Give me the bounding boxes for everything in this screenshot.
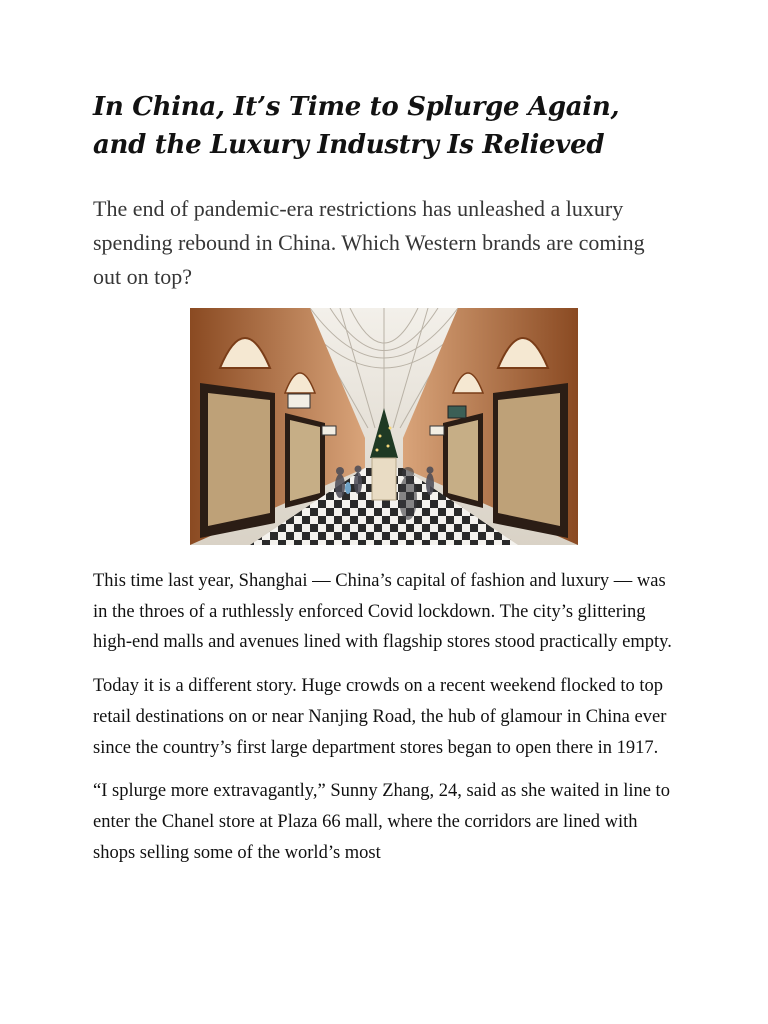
article-headline: In China, It’s Time to Splurge Again, and the Luxury Industry Is Relieved — [93, 92, 620, 160]
article-summary: The end of pandemic-era restrictions has unleashed a luxury spending rebound in China. Which Western brands are coming out on top? — [93, 196, 645, 289]
article-body — [93, 566, 768, 868]
article-paragraph: This time last year, Shanghai — China’s capital of fashion and luxury — was in the throes of a ruthlessly enforced Covid lockdown. The city’s glittering high-end malls and avenues lined with flagship stores stood practically empty. — [93, 571, 672, 653]
article-photo — [190, 308, 578, 545]
article-paragraph: Today it is a different story. Huge crowds on a recent weekend flocked to top retail destinations on or near Nanjing Road, the hub of glamour in China ever since the country’s first large department stores began to open there in 1917. — [93, 676, 667, 758]
shopping-arcade-illustration — [190, 308, 578, 545]
article-paragraph: “I splurge more extravagantly,” Sunny Zhang, 24, said as she waited in line to enter the Chanel store at Plaza 66 mall, where the corridors are lined with shops selling some of the world’s most — [93, 781, 670, 863]
